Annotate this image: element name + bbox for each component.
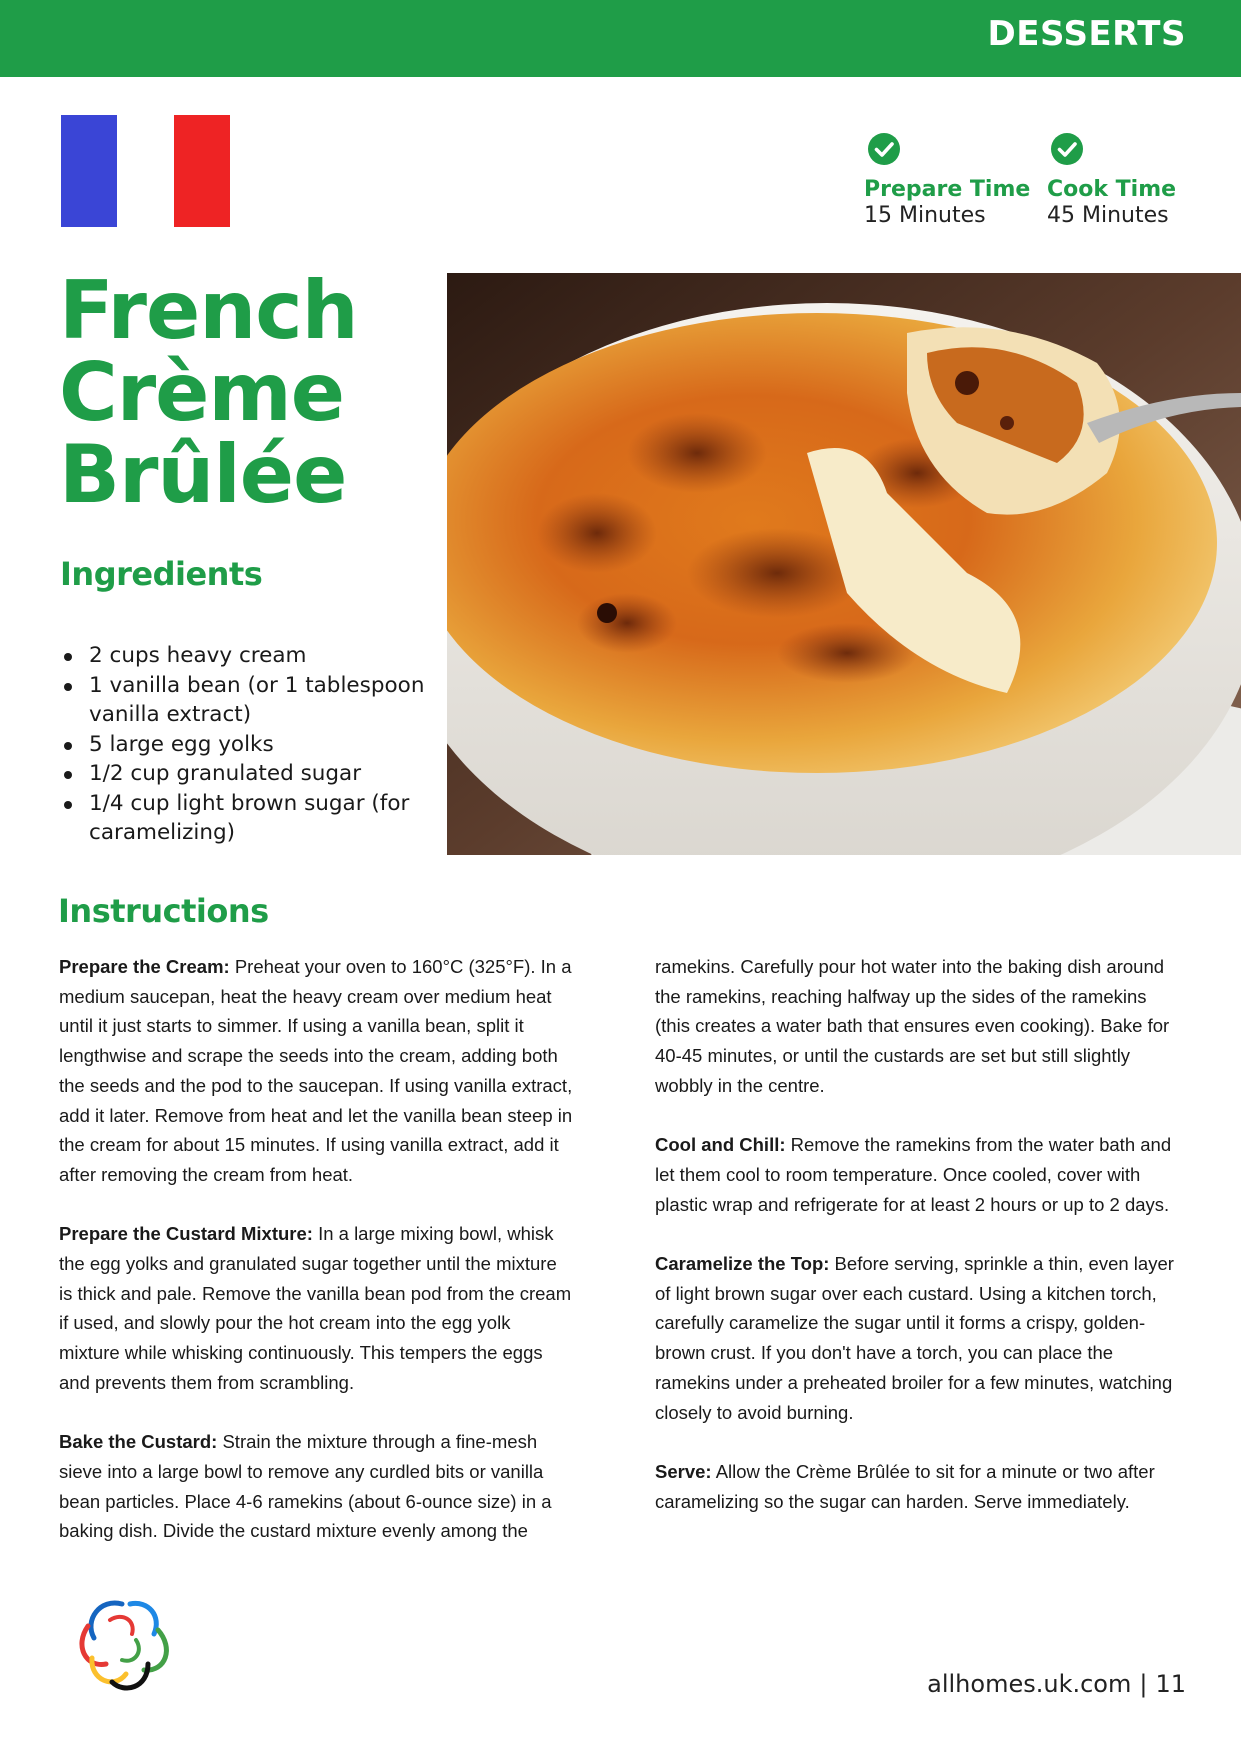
header-bar — [0, 0, 1241, 77]
creme-brulee-photo — [447, 273, 1241, 855]
prepare-time-label: Prepare Time — [864, 177, 1031, 202]
step-label: Bake the Custard: — [59, 1431, 218, 1453]
site-link[interactable]: allhomes.uk.com — [927, 1670, 1132, 1698]
instructions-column-right — [655, 952, 1175, 1546]
step-text: Strain the mixture through a fine-mesh sieve into a large bowl to remove any curdled bits or vanilla bean particles. Place 4-6 ramekins (about 6-ounce size) in a baking dish. Divide the custard mixture evenly among the — [59, 1431, 552, 1542]
instruction-step — [655, 1249, 1175, 1427]
page-number: 11 — [1155, 1670, 1186, 1698]
step-text: ramekins. Carefully pour hot water into the baking dish around the ramekins, reaching halfway up the sides of the ramekins (this creates a water bath that ensures even cooking). Bake for 40-45 minutes, or until the custards are set but still slightly wobbly in the centre. — [655, 956, 1170, 1096]
instruction-step — [59, 1219, 574, 1397]
instruction-step-continued — [655, 952, 1175, 1101]
instruction-step — [655, 1457, 1175, 1516]
step-text: Before serving, sprinkle a thin, even layer of light brown sugar over each custard. Using a kitchen torch, carefully caramelize the sugar until it forms a crispy, golden-brown crust. If you don't have a torch, you can place the ramekins under a preheated broiler for a few minutes, watching closely to avoid burning. — [655, 1253, 1174, 1423]
colored-swirl-logo-icon — [70, 1590, 180, 1700]
title-line-2: Crème — [59, 346, 345, 439]
step-text: In a large mixing bowl, whisk the egg yolks and granulated sugar together until the mixture is thick and pale. Remove the vanilla bean pod from the cream if used, and slowly pour the hot cream into the egg yolk mixture while whisking continuously. This tempers the eggs and prevents them from scrambling. — [59, 1223, 572, 1393]
instruction-step — [655, 1130, 1175, 1219]
cook-time — [1047, 132, 1176, 228]
ingredients-heading: Ingredients — [60, 555, 263, 593]
check-circle-icon — [867, 132, 901, 166]
recipe-title — [59, 264, 439, 521]
category-label: DESSERTS — [987, 14, 1186, 54]
title-line-3: Brûlée — [59, 428, 347, 521]
flag-white-stripe — [117, 115, 173, 227]
step-label: Prepare the Cream: — [59, 956, 230, 977]
step-text: Preheat your oven to 160°C (325°F). In a medium saucepan, heat the heavy cream over medium heat until it just starts to simmer. If using a vanilla bean, split it lengthwise and scrape the seeds into the cream, adding both the seeds and the pod to the saucepan. If using vanilla extract, add it later. Remove from heat and let the vanilla bean steep in the cream for about 15 minutes. If using vanilla extract, add it after removing the cream from heat. — [59, 956, 573, 1185]
footer-separator: | — [1139, 1670, 1148, 1698]
step-label: Cool and Chill: — [655, 1134, 786, 1156]
ingredient-item: 2 cups heavy cream — [60, 641, 440, 671]
check-circle-icon — [1050, 132, 1084, 166]
instructions-heading: Instructions — [58, 892, 269, 930]
prepare-time-value: 15 Minutes — [864, 203, 986, 228]
step-text: Allow the Crème Brûlée to sit for a minute or two after caramelizing so the sugar can harden. Serve immediately. — [655, 1460, 1155, 1512]
title-line-1: French — [59, 264, 358, 357]
flag-red-stripe — [174, 115, 230, 227]
french-flag-icon — [61, 115, 230, 227]
flag-blue-stripe — [61, 115, 117, 227]
step-label: Prepare the Custard Mixture: — [59, 1223, 313, 1245]
ingredient-item: 1/2 cup granulated sugar — [60, 759, 440, 789]
cook-time-value: 45 Minutes — [1047, 203, 1169, 228]
cook-time-label: Cook Time — [1047, 177, 1177, 202]
ingredients-list — [60, 641, 440, 848]
ingredient-item: 1 vanilla bean (or 1 tablespoon vanilla extract) — [60, 671, 440, 730]
step-label: Caramelize the Top: — [655, 1253, 830, 1274]
page-footer — [927, 1670, 1186, 1698]
step-label: Serve: — [655, 1460, 712, 1482]
ingredient-item: 5 large egg yolks — [60, 730, 440, 760]
instructions-column-left — [59, 952, 574, 1576]
step-text: Remove the ramekins from the water bath and let them cool to room temperature. Once cooled, cover with plastic wrap and refrigerate for at least 2 hours or up to 2 days. — [655, 1134, 1172, 1215]
ingredient-item: 1/4 cup light brown sugar (for caramelizing) — [60, 789, 440, 848]
instruction-step — [59, 952, 574, 1190]
prepare-time — [864, 132, 1030, 228]
instruction-step — [59, 1427, 574, 1546]
